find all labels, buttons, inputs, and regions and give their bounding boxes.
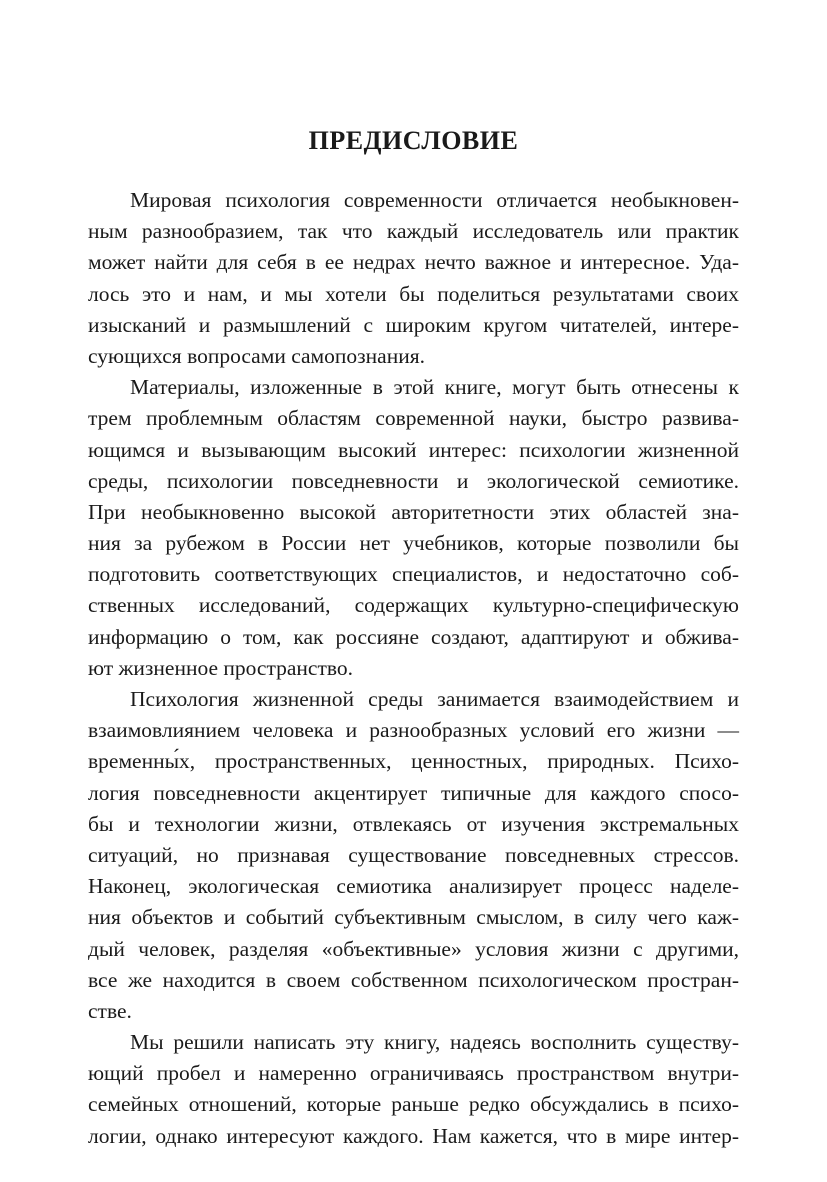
text-line: Материалы, изложенные в этой книге, могут быть отнесены к <box>130 375 739 400</box>
text-line: ют жизненное пространство. <box>88 655 354 680</box>
text-line: временны́х, пространственных, ценностных, природных. Психо- <box>88 749 739 774</box>
text-line: стве. <box>88 998 132 1023</box>
body-text <box>88 185 739 1152</box>
text-line: логия повседневности акцентирует типичные для каждого спосо- <box>88 780 739 805</box>
text-line: семейных отношений, которые раньше редко обсуждались в психо- <box>88 1092 739 1117</box>
text-line: Наконец, экологическая семиотика анализирует процесс наделе- <box>88 874 739 899</box>
text-line: ственных исследований, содержащих культурно-специфическую <box>88 593 739 618</box>
paragraph <box>88 372 739 684</box>
text-line: При необыкновенно высокой авторитетности этих областей зна- <box>88 499 739 524</box>
text-line: дый человек, разделяя «объективные» условия жизни с другими, <box>88 936 739 961</box>
text-line: подготовить соответствующих специалистов, и недостаточно соб- <box>88 562 739 587</box>
text-line: ния объектов и событий субъективным смыслом, в силу чего каж- <box>88 905 739 930</box>
text-line: сующихся вопросами самопознания. <box>88 343 425 368</box>
text-line: лось это и нам, и мы хотели бы поделиться результатами своих <box>88 281 739 306</box>
text-line: логии, однако интересуют каждого. Нам кажется, что в мире интер- <box>88 1123 739 1148</box>
page-title: ПРЕДИСЛОВИЕ <box>308 126 519 155</box>
paragraph <box>88 1027 739 1152</box>
text-line: ситуаций, но признавая существование повседневных стрессов. <box>88 842 739 867</box>
text-line: ющимся и вызывающим высокий интерес: психологии жизненной <box>88 437 739 462</box>
text-line: все же находится в своем собственном психологическом простран- <box>88 967 739 992</box>
paragraph <box>88 185 739 372</box>
text-line: изысканий и размышлений с широким кругом читателей, интере- <box>88 312 739 337</box>
text-line: трем проблемным областям современной науки, быстро развива- <box>88 406 739 431</box>
paragraph <box>88 684 739 1027</box>
text-line: Мы решили написать эту книгу, надеясь восполнить существу- <box>130 1030 739 1055</box>
text-line: может найти для себя в ее недрах нечто важное и интересное. Уда- <box>88 250 739 275</box>
text-line: бы и технологии жизни, отвлекаясь от изучения экстремальных <box>88 811 739 836</box>
text-line: информацию о том, как россияне создают, адаптируют и обжива- <box>88 624 739 649</box>
text-line: взаимовлиянием человека и разнообразных условий его жизни — <box>88 718 739 743</box>
text-line: ным разнообразием, так что каждый исследователь или практик <box>88 219 739 244</box>
text-line: среды, психологии повседневности и экологической семиотике. <box>88 468 739 493</box>
text-line: Психология жизненной среды занимается взаимодействием и <box>130 687 739 711</box>
text-line: ния за рубежом в России нет учебников, которые позволили бы <box>88 531 739 556</box>
text-line: Мировая психология современности отличается необыкновен- <box>130 188 739 212</box>
text-line: ющий пробел и намеренно ограничиваясь пространством внутри- <box>88 1061 739 1086</box>
